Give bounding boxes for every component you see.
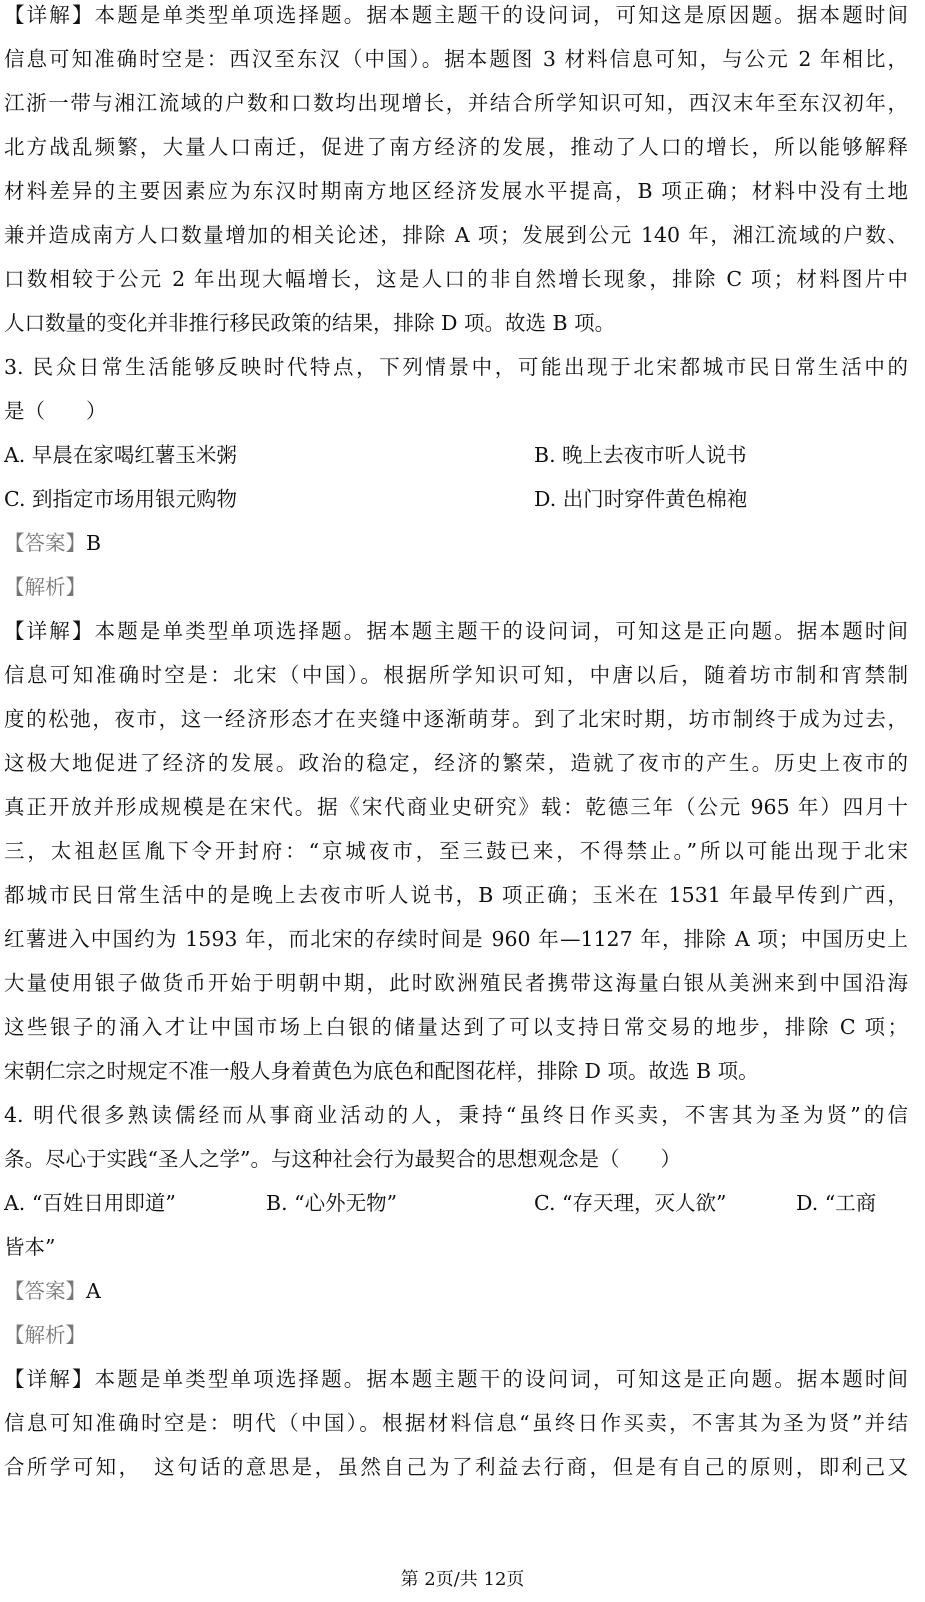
q3-option-d: D. 出门时穿件黄色棉袍 (534, 487, 748, 511)
q3-explanation-line: 信息可知准确时空是：北宋（中国）。根据所学知识可知，中唐以后，随着坊市制和宵禁制 (4, 663, 908, 687)
q4-option-a: A. “百姓日用即道” (4, 1191, 176, 1215)
q2-explanation-line: 信息可知准确时空是：西汉至东汉（中国）。据本题图 3 材料信息可知，与公元 2 年相比， (4, 47, 908, 71)
q4-answer (4, 1278, 101, 1304)
answer-value: A (86, 1279, 101, 1303)
q4-explanation-line: 【详解】本题是单类型单项选择题。据本题主题干的设问词，可知这是正向题。据本题时间 (4, 1367, 908, 1391)
q3-analysis-label: 【解析】 (4, 575, 86, 599)
answer-value: B (86, 531, 102, 555)
q2-explanation-line: 【详解】本题是单类型单项选择题。据本题主题干的设问词，可知这是原因题。据本题时间 (4, 3, 908, 27)
q3-answer (4, 530, 101, 556)
q3-stem: 是（ ） (4, 399, 107, 423)
q4-option-c: C. “存天理，灭人欲” (534, 1191, 727, 1215)
q2-explanation-line: 北方战乱频繁，大量人口南迁，促进了南方经济的发展，推动了人口的增长，所以能够解释 (4, 135, 908, 159)
q3-explanation-line: 这极大地促进了经济的发展。政治的稳定，经济的繁荣，造就了夜市的产生。历史上夜市的 (4, 751, 908, 775)
q2-explanation-line: 江浙一带与湘江流域的户数和口数均出现增长，并结合所学知识可知，西汉末年至东汉初年， (4, 91, 908, 115)
q2-explanation-line: 口数相较于公元 2 年出现大幅增长，这是人口的非自然增长现象，排除 C 项；材料图片中 (4, 267, 908, 291)
q3-explanation-line: 【详解】本题是单类型单项选择题。据本题主题干的设问词，可知这是正向题。据本题时间 (4, 619, 908, 643)
q3-explanation-line: 宋朝仁宗之时规定不准一般人身着黄色为底色和配图花样，排除 D 项。故选 B 项。 (4, 1059, 759, 1083)
q3-explanation-line: 三，太祖赵匡胤下令开封府：“京城夜市，至三鼓已来，不得禁止。”所以可能出现于北宋 (4, 839, 908, 863)
answer-label: 【答案】 (4, 531, 86, 555)
q4-option-d: D. “工商 (796, 1191, 877, 1215)
q4-option-b: B. “心外无物” (266, 1191, 398, 1215)
q3-explanation-line: 这些银子的涌入才让中国市场上白银的储量达到了可以支持日常交易的地步，排除 C 项； (4, 1015, 908, 1039)
q3-explanation-line: 都城市民日常生活中的是晚上去夜市听人说书，B 项正确；玉米在 1531 年最早传到广西， (4, 883, 908, 907)
q2-explanation-line: 人口数量的变化并非推行移民政策的结果，排除 D 项。故选 B 项。 (4, 311, 616, 335)
q3-option-c: C. 到指定市场用银元购物 (4, 487, 237, 511)
q3-explanation-line: 度的松弛，夜市，这一经济形态才在夹缝中逐渐萌芽。到了北宋时期，坊市制终于成为过去， (4, 707, 908, 731)
page-number-footer: 第 2页/共 12页 (400, 1569, 525, 1590)
q3-option-b: B. 晚上去夜市听人说书 (534, 443, 747, 467)
q3-explanation-line: 大量使用银子做货币开始于明朝中期，此时欧洲殖民者携带这海量白银从美洲来到中国沿海 (4, 971, 908, 995)
q4-stem: 条。尽心于实践“圣人之学”。与这种社会行为最契合的思想观念是（ ） (4, 1147, 681, 1171)
q4-analysis-label: 【解析】 (4, 1323, 86, 1347)
answer-label: 【答案】 (4, 1279, 86, 1303)
q4-explanation-line: 合所学可知， 这句话的意思是，虽然自己为了利益去行商，但是有自己的原则，即利己又 (4, 1455, 908, 1479)
q3-option-a: A. 早晨在家喝红薯玉米粥 (4, 443, 237, 467)
q3-explanation-line: 真正开放并形成规模是在宋代。据《宋代商业史研究》载：乾德三年（公元 965 年）四月十 (4, 795, 908, 819)
q2-explanation-line: 材料差异的主要因素应为东汉时期南方地区经济发展水平提高，B 项正确；材料中没有土地 (4, 179, 908, 203)
q3-stem: 3. 民众日常生活能够反映时代特点，下列情景中，可能出现于北宋都城市民日常生活中的 (4, 355, 908, 379)
q3-explanation-line: 红薯进入中国约为 1593 年，而北宋的存续时间是 960 年—1127 年，排除 A 项；中国历史上 (4, 927, 908, 951)
q4-explanation-line: 信息可知准确时空是：明代（中国）。根据材料信息“虽终日作买卖，不害其为圣为贤”并结 (4, 1411, 908, 1435)
q4-stem: 4. 明代很多熟读儒经而从事商业活动的人，秉持“虽终日作买卖，不害其为圣为贤”的信 (4, 1103, 908, 1127)
q4-option-d-continued: 皆本” (4, 1235, 56, 1259)
q2-explanation-line: 兼并造成南方人口数量增加的相关论述，排除 A 项；发展到公元 140 年，湘江流域的户数、 (4, 223, 908, 247)
